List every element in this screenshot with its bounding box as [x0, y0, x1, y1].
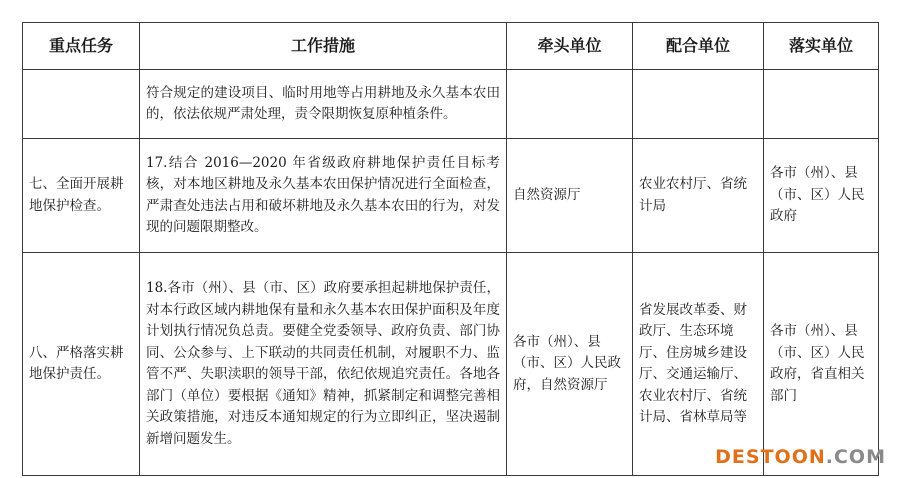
watermark-part1: DESTOON — [715, 446, 826, 468]
lead-cell: 自然资源厅 — [507, 139, 633, 253]
table-row — [23, 70, 879, 139]
measures-cell: 17.结合 2016—2020 年省级政府耕地保护责任目标考核，对本地区耕地及永久基本农田保护情况进行全面检查，严肃查处违法占用和破坏耕地及永久基本农田的行为，对发现的问题限期整改。 — [140, 139, 507, 253]
coop-cell — [633, 70, 764, 139]
table-row — [23, 139, 879, 253]
impl-cell: 各市（州）、县（市、区）人民政府 — [764, 139, 879, 253]
impl-cell — [764, 70, 879, 139]
watermark-part2: .COM — [825, 446, 886, 468]
header-task: 重点任务 — [23, 23, 140, 70]
coop-cell: 农业农村厅、省统计局 — [633, 139, 764, 253]
header-lead-unit: 牵头单位 — [507, 23, 633, 70]
table-row — [23, 253, 879, 476]
task-cell: 七、全面开展耕地保护检查。 — [23, 139, 140, 253]
coop-cell: 省发展改革委、财政厅、生态环境厅、住房城乡建设厅、交通运输厅、农业农村厅、省统计局、省林草局等 — [633, 253, 764, 476]
measures-cell: 符合规定的建设项目、临时用地等占用耕地及永久基本农田的，依法依规严肃处理，责令限期恢复原种植条件。 — [140, 70, 507, 139]
site-watermark — [715, 446, 886, 468]
header-row — [23, 23, 879, 70]
task-table — [22, 22, 879, 476]
header-coop-unit: 配合单位 — [633, 23, 764, 70]
task-cell — [23, 70, 140, 139]
measures-cell: 18.各市（州）、县（市、区）政府要承担起耕地保护责任，对本行政区域内耕地保有量和永久基本农田保护面积及年度计划执行情况负总责。要健全党委领导、政府负责、部门协同、公众参与、上下联动的共同责任机制，对履职不力、监管不严、失职渎职的领导干部，依纪依规追究责任。各地各部门（单位）要根据《通知》精神，抓紧制定和调整完善相关政策措施，对违反本通知规定的行为立即纠正，坚决遏制新增问题发生。 — [140, 253, 507, 476]
lead-cell — [507, 70, 633, 139]
lead-cell: 各市（州）、县（市、区）人民政府，自然资源厅 — [507, 253, 633, 476]
header-measures: 工作措施 — [140, 23, 507, 70]
impl-cell: 各市（州）、县（市、区）人民政府，省直相关部门 — [764, 253, 879, 476]
header-impl-unit: 落实单位 — [764, 23, 879, 70]
task-cell: 八、严格落实耕地保护责任。 — [23, 253, 140, 476]
